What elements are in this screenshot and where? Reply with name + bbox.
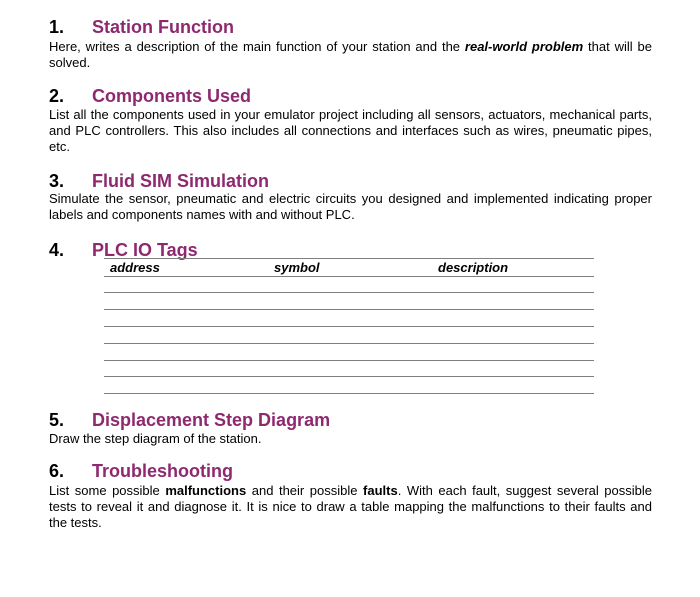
section-number: 3. xyxy=(49,171,65,191)
emphasis-text: real-world problem xyxy=(464,39,584,54)
table-rule xyxy=(104,292,594,293)
section-3-text: Simulate the sensor, pneumatic and electric circuits you designed and implemented indicating proper labels and components names with and without PLC. xyxy=(49,191,652,222)
section-6-heading xyxy=(49,461,233,481)
emphasis-text: malfunctions xyxy=(165,483,247,498)
section-3-heading xyxy=(49,171,269,191)
io-tags-table xyxy=(104,258,594,398)
text-run: List some possible xyxy=(49,483,166,498)
section-title: Components Used xyxy=(92,86,252,106)
section-number: 2. xyxy=(49,86,65,106)
table-rule xyxy=(104,343,594,344)
section-number: 6. xyxy=(49,461,65,481)
section-number: 5. xyxy=(49,410,65,430)
section-title: Fluid SIM Simulation xyxy=(92,171,269,191)
table-rule xyxy=(104,360,594,361)
section-4-heading xyxy=(49,240,198,260)
section-5-text: Draw the step diagram of the station. xyxy=(49,431,262,446)
text-run: . With each fault, suggest several possible tests to reveal it and diagnose it. It is nice to draw a table mapping the malfunctions to their faults and the tests. xyxy=(49,483,652,530)
text-run: that will be solved. xyxy=(49,39,652,70)
section-1-heading xyxy=(49,17,234,37)
emphasis-text: faults xyxy=(363,483,398,498)
section-number: 4. xyxy=(49,240,65,260)
table-rule xyxy=(104,376,594,377)
section-5-heading xyxy=(49,410,330,430)
section-6-text xyxy=(49,483,652,531)
text-run: and their possible xyxy=(246,483,364,498)
section-title: Displacement Step Diagram xyxy=(92,410,331,430)
table-rule xyxy=(104,393,594,394)
section-2-text: List all the components used in your emulator project including all sensors, actuators, mechanical parts, and PLC controllers. This also includes all connections and interfaces such as wires, pneumatic pipes, etc. xyxy=(49,107,652,154)
section-title: Station Function xyxy=(92,17,234,37)
column-header-symbol: symbol xyxy=(274,260,320,275)
section-1-text xyxy=(49,39,652,71)
text-run: Here, writes a description of the main function of your station and the xyxy=(49,39,465,54)
table-rule xyxy=(104,258,594,259)
section-2-heading xyxy=(49,86,251,106)
section-number: 1. xyxy=(49,17,65,37)
table-rule xyxy=(104,309,594,310)
section-title: Troubleshooting xyxy=(92,461,233,481)
column-header-address: address xyxy=(110,260,160,275)
table-rule xyxy=(104,276,594,277)
section-title: PLC IO Tags xyxy=(92,240,198,260)
table-rule xyxy=(104,326,594,327)
column-header-description: description xyxy=(438,260,509,275)
